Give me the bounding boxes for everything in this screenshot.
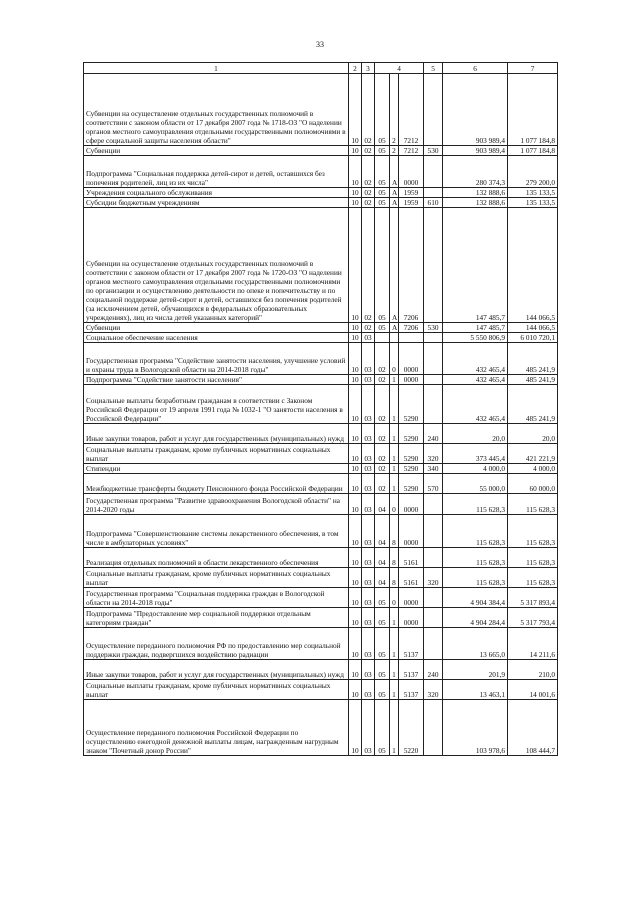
row-program: 05 [375, 198, 390, 208]
row-amount-year-1: 13 665,0 [443, 628, 508, 660]
row-expense-type [424, 515, 443, 548]
row-subprogram: 1 [390, 464, 399, 474]
table-row [84, 660, 558, 680]
row-direction: 5290 [399, 424, 424, 444]
row-amount-year-1: 115 628,3 [443, 568, 508, 588]
row-direction: 5137 [399, 628, 424, 660]
row-section: 10 [349, 700, 362, 756]
row-expense-type [424, 588, 443, 608]
row-amount-year-2: 115 628,3 [508, 568, 558, 588]
row-program: 05 [375, 323, 390, 333]
row-amount-year-2: 144 066,5 [508, 323, 558, 333]
header-cell: 2 [349, 63, 362, 74]
row-direction: 5161 [399, 568, 424, 588]
row-amount-year-1: 201,9 [443, 660, 508, 680]
row-subsection: 03 [362, 568, 375, 588]
row-amount-year-2: 14 001,6 [508, 680, 558, 700]
row-name: Подпрограмма "Содействие занятости населения" [84, 375, 349, 385]
row-subsection: 03 [362, 608, 375, 628]
row-subprogram: 2 [390, 74, 399, 146]
row-amount-year-1: 4 000,0 [443, 464, 508, 474]
row-amount-year-2: 115 628,3 [508, 515, 558, 548]
row-section: 10 [349, 333, 362, 343]
row-amount-year-2: 210,0 [508, 660, 558, 680]
row-subsection: 03 [362, 474, 375, 494]
row-expense-type: 610 [424, 198, 443, 208]
row-section: 10 [349, 464, 362, 474]
row-direction: 5290 [399, 444, 424, 464]
row-subprogram: 0 [390, 343, 399, 375]
row-amount-year-2: 144 066,5 [508, 208, 558, 323]
row-name: Субвенции [84, 146, 349, 156]
row-name: Субвенции на осуществление отдельных государственных полномочий в соответствии с законом области от 17 декабря 2007 года № 1718-ОЗ "О наделении органов местного самоуправления отдельными государственными полномочиями в сфере социальной защиты населения области" [84, 74, 349, 146]
row-amount-year-1: 903 989,4 [443, 146, 508, 156]
row-expense-type [424, 608, 443, 628]
row-direction: 5290 [399, 474, 424, 494]
row-subsection: 03 [362, 343, 375, 375]
row-program: 04 [375, 568, 390, 588]
row-section: 10 [349, 494, 362, 515]
row-program: 05 [375, 146, 390, 156]
row-subsection: 03 [362, 588, 375, 608]
row-amount-year-1: 432 465,4 [443, 343, 508, 375]
table-row [84, 323, 558, 333]
row-amount-year-2: 485 241,9 [508, 385, 558, 424]
row-program: 02 [375, 375, 390, 385]
row-amount-year-2: 485 241,9 [508, 375, 558, 385]
row-name: Осуществление переданного полномочия Российской Федерации по осуществлению ежегодной денежной выплаты лицам, награжденным нагрудным знаком "Почетный донор России" [84, 700, 349, 756]
row-section: 10 [349, 146, 362, 156]
row-subprogram: 1 [390, 680, 399, 700]
table-row [84, 198, 558, 208]
row-expense-type [424, 494, 443, 515]
row-name: Субвенции [84, 323, 349, 333]
row-program: 02 [375, 464, 390, 474]
row-direction: 7206 [399, 323, 424, 333]
table-row [84, 156, 558, 188]
row-section: 10 [349, 424, 362, 444]
row-amount-year-2: 5 317 893,4 [508, 588, 558, 608]
table-body [84, 74, 558, 756]
row-program: 05 [375, 588, 390, 608]
row-amount-year-1: 4 904 284,4 [443, 608, 508, 628]
row-name: Социальные выплаты гражданам, кроме публичных нормативных социальных выплат [84, 680, 349, 700]
row-expense-type [424, 333, 443, 343]
row-direction: 7212 [399, 74, 424, 146]
row-expense-type: 320 [424, 568, 443, 588]
row-section: 10 [349, 548, 362, 568]
row-subsection: 03 [362, 385, 375, 424]
row-program: 05 [375, 628, 390, 660]
row-program: 02 [375, 385, 390, 424]
row-subprogram: 2 [390, 146, 399, 156]
row-direction [399, 333, 424, 343]
row-direction: 0000 [399, 375, 424, 385]
row-amount-year-2: 421 221,9 [508, 444, 558, 464]
row-program: 02 [375, 424, 390, 444]
row-subprogram [390, 333, 399, 343]
row-direction: 0000 [399, 343, 424, 375]
row-amount-year-2: 5 317 793,4 [508, 608, 558, 628]
row-program: 05 [375, 208, 390, 323]
row-amount-year-2: 115 628,3 [508, 494, 558, 515]
table-row [84, 375, 558, 385]
row-amount-year-2: 108 444,7 [508, 700, 558, 756]
row-program: 04 [375, 494, 390, 515]
row-expense-type: 240 [424, 424, 443, 444]
row-expense-type [424, 188, 443, 198]
row-program: 04 [375, 515, 390, 548]
row-direction: 0000 [399, 515, 424, 548]
row-subsection: 02 [362, 156, 375, 188]
row-amount-year-2: 1 077 184,8 [508, 146, 558, 156]
row-amount-year-2: 279 200,0 [508, 156, 558, 188]
row-amount-year-2: 4 000,0 [508, 464, 558, 474]
table-row [84, 588, 558, 608]
row-section: 10 [349, 628, 362, 660]
row-direction: 5137 [399, 680, 424, 700]
page-number: 33 [316, 40, 324, 49]
row-subsection: 02 [362, 74, 375, 146]
row-subprogram: А [390, 208, 399, 323]
table-row [84, 494, 558, 515]
row-direction: 5220 [399, 700, 424, 756]
row-name: Социальные выплаты гражданам, кроме публичных нормативных социальных выплат [84, 444, 349, 464]
row-expense-type [424, 385, 443, 424]
row-program [375, 333, 390, 343]
row-name: Подпрограмма "Социальная поддержка детей-сирот и детей, оставшихся без попечения родителей, лиц из их числа" [84, 156, 349, 188]
row-program: 05 [375, 608, 390, 628]
row-amount-year-2: 135 133,5 [508, 198, 558, 208]
row-subprogram: 0 [390, 588, 399, 608]
row-subsection: 03 [362, 375, 375, 385]
row-program: 05 [375, 156, 390, 188]
row-direction: 0000 [399, 588, 424, 608]
row-program: 02 [375, 343, 390, 375]
table-row [84, 333, 558, 343]
row-subsection: 02 [362, 323, 375, 333]
table-row [84, 444, 558, 464]
row-expense-type [424, 343, 443, 375]
row-section: 10 [349, 208, 362, 323]
row-subsection: 03 [362, 333, 375, 343]
row-name: Иные закупки товаров, работ и услуг для государственных (муниципальных) нужд [84, 424, 349, 444]
table-row [84, 568, 558, 588]
row-amount-year-1: 432 465,4 [443, 385, 508, 424]
row-amount-year-1: 903 989,4 [443, 74, 508, 146]
row-program: 04 [375, 548, 390, 568]
row-direction: 5290 [399, 385, 424, 424]
row-subprogram: 1 [390, 375, 399, 385]
row-amount-year-1: 115 628,3 [443, 515, 508, 548]
row-name: Социальные выплаты гражданам, кроме публичных нормативных социальных выплат [84, 568, 349, 588]
row-subprogram: 1 [390, 700, 399, 756]
row-direction: 0000 [399, 608, 424, 628]
row-amount-year-2: 485 241,9 [508, 343, 558, 375]
row-name: Государственная программа "Социальная поддержка граждан в Вологодской области на 2014-2018 годы" [84, 588, 349, 608]
row-program: 05 [375, 74, 390, 146]
row-subprogram: 8 [390, 568, 399, 588]
row-subprogram: А [390, 188, 399, 198]
row-subprogram: А [390, 156, 399, 188]
table-row [84, 343, 558, 375]
row-amount-year-1: 432 465,4 [443, 375, 508, 385]
row-section: 10 [349, 568, 362, 588]
row-name: Социальные выплаты безработным гражданам в соответствии с Законом Российской Федерации от 19 апреля 1991 года № 1032-1 "О занятости населения в Российской Федерации" [84, 385, 349, 424]
row-direction: 7212 [399, 146, 424, 156]
table-row [84, 608, 558, 628]
row-section: 10 [349, 680, 362, 700]
table-row [84, 680, 558, 700]
row-section: 10 [349, 474, 362, 494]
header-cell: 3 [362, 63, 375, 74]
row-section: 10 [349, 588, 362, 608]
row-section: 10 [349, 343, 362, 375]
row-program: 02 [375, 474, 390, 494]
row-amount-year-2: 135 133,5 [508, 188, 558, 198]
table-row [84, 628, 558, 660]
table-row [84, 548, 558, 568]
row-subprogram: 1 [390, 628, 399, 660]
row-expense-type: 320 [424, 444, 443, 464]
row-expense-type: 530 [424, 323, 443, 333]
row-subsection: 03 [362, 660, 375, 680]
row-section: 10 [349, 385, 362, 424]
table-row [84, 146, 558, 156]
table-row [84, 188, 558, 198]
row-amount-year-1: 132 888,6 [443, 188, 508, 198]
row-name: Стипендии [84, 464, 349, 474]
row-expense-type [424, 628, 443, 660]
row-amount-year-2: 1 077 184,8 [508, 74, 558, 146]
row-name: Подпрограмма "Предоставление мер социальной поддержки отдельным категориям граждан" [84, 608, 349, 628]
row-direction: 5161 [399, 548, 424, 568]
header-cell: 6 [443, 63, 508, 74]
row-section: 10 [349, 188, 362, 198]
row-subprogram: А [390, 323, 399, 333]
row-expense-type: 340 [424, 464, 443, 474]
table-header-row [84, 63, 558, 74]
table-row [84, 515, 558, 548]
row-program: 05 [375, 188, 390, 198]
row-amount-year-1: 4 904 384,4 [443, 588, 508, 608]
row-amount-year-1: 147 485,7 [443, 208, 508, 323]
table-row [84, 474, 558, 494]
row-subprogram: 1 [390, 660, 399, 680]
row-subsection: 03 [362, 515, 375, 548]
row-subprogram: 8 [390, 548, 399, 568]
row-name: Социальное обеспечение населения [84, 333, 349, 343]
row-amount-year-1: 147 485,7 [443, 323, 508, 333]
row-name: Субвенции на осуществление отдельных государственных полномочий в соответствии с законом области от 17 декабря 2007 года № 1720-ОЗ "О наделении органов местного самоуправления отдельными государственными полномочиями по организации и осуществлению деятельности по опеке и попечительству и по социальной поддержке детей-сирот и детей, оставшихся без попечения родителей (за исключением детей, обучающихся в федеральных образовательных учреждениях), лиц из числа детей указанных категорий" [84, 208, 349, 323]
row-amount-year-1: 5 550 806,9 [443, 333, 508, 343]
row-subsection: 03 [362, 424, 375, 444]
row-amount-year-2: 14 211,6 [508, 628, 558, 660]
row-section: 10 [349, 660, 362, 680]
row-subsection: 02 [362, 188, 375, 198]
row-subsection: 03 [362, 444, 375, 464]
header-cell: 7 [508, 63, 558, 74]
row-program: 05 [375, 700, 390, 756]
row-subsection: 03 [362, 464, 375, 474]
row-amount-year-1: 13 463,1 [443, 680, 508, 700]
header-cell: 4 [375, 63, 424, 74]
row-section: 10 [349, 156, 362, 188]
header-cell: 5 [424, 63, 443, 74]
row-amount-year-1: 132 888,6 [443, 198, 508, 208]
table-row [84, 385, 558, 424]
row-amount-year-2: 20,0 [508, 424, 558, 444]
row-subprogram: 1 [390, 608, 399, 628]
row-subsection: 03 [362, 680, 375, 700]
row-subprogram: А [390, 198, 399, 208]
row-expense-type: 240 [424, 660, 443, 680]
row-name: Межбюджетные трансферты бюджету Пенсионного фонда Российской Федерации [84, 474, 349, 494]
row-expense-type: 530 [424, 146, 443, 156]
row-amount-year-1: 55 000,0 [443, 474, 508, 494]
row-subsection: 02 [362, 146, 375, 156]
table-row [84, 700, 558, 756]
row-subprogram: 0 [390, 494, 399, 515]
row-amount-year-2: 115 628,3 [508, 548, 558, 568]
table-row [84, 424, 558, 444]
table-row [84, 464, 558, 474]
row-expense-type: 570 [424, 474, 443, 494]
row-section: 10 [349, 375, 362, 385]
row-amount-year-1: 115 628,3 [443, 494, 508, 515]
row-amount-year-1: 280 374,3 [443, 156, 508, 188]
row-direction: 1959 [399, 188, 424, 198]
row-section: 10 [349, 198, 362, 208]
row-section: 10 [349, 323, 362, 333]
row-expense-type [424, 156, 443, 188]
row-amount-year-1: 115 628,3 [443, 548, 508, 568]
row-direction: 5137 [399, 660, 424, 680]
row-name: Государственная программа "Содействие занятости населения, улучшение условий и охраны труда в Вологодской области на 2014-2018 годы" [84, 343, 349, 375]
row-name: Реализация отдельных полномочий в области лекарственного обеспечения [84, 548, 349, 568]
row-subprogram: 1 [390, 424, 399, 444]
row-expense-type [424, 700, 443, 756]
row-name: Иные закупки товаров, работ и услуг для государственных (муниципальных) нужд [84, 660, 349, 680]
header-cell: 1 [84, 63, 349, 74]
row-amount-year-2: 60 000,0 [508, 474, 558, 494]
row-subprogram: 1 [390, 385, 399, 424]
row-subsection: 02 [362, 198, 375, 208]
row-subsection: 03 [362, 700, 375, 756]
row-subprogram: 8 [390, 515, 399, 548]
row-amount-year-1: 103 978,6 [443, 700, 508, 756]
row-subsection: 02 [362, 208, 375, 323]
row-name: Подпрограмма "Совершенствование системы лекарственного обеспечения, в том числе в амбулаторных условиях" [84, 515, 349, 548]
row-name: Государственная программа "Развитие здравоохранения Вологодской области" на 2014-2020 годы [84, 494, 349, 515]
row-subsection: 03 [362, 494, 375, 515]
row-name: Осуществление переданного полномочия РФ по предоставлению мер социальной поддержки граждан, подвергшихся воздействию радиации [84, 628, 349, 660]
row-expense-type [424, 375, 443, 385]
row-section: 10 [349, 515, 362, 548]
row-name: Учреждения социального обслуживания [84, 188, 349, 198]
row-expense-type [424, 74, 443, 146]
row-subprogram: 1 [390, 444, 399, 464]
table-row [84, 74, 558, 146]
table-row [84, 208, 558, 323]
row-section: 10 [349, 608, 362, 628]
row-amount-year-2: 6 010 720,1 [508, 333, 558, 343]
row-subsection: 03 [362, 548, 375, 568]
row-subprogram: 1 [390, 474, 399, 494]
budget-table [83, 62, 558, 756]
row-direction: 0000 [399, 156, 424, 188]
row-direction: 1959 [399, 198, 424, 208]
row-expense-type: 320 [424, 680, 443, 700]
row-amount-year-1: 20,0 [443, 424, 508, 444]
row-section: 10 [349, 444, 362, 464]
row-expense-type [424, 548, 443, 568]
row-expense-type [424, 208, 443, 323]
row-amount-year-1: 373 445,4 [443, 444, 508, 464]
row-program: 05 [375, 660, 390, 680]
row-subsection: 03 [362, 628, 375, 660]
row-direction: 5290 [399, 464, 424, 474]
row-program: 02 [375, 444, 390, 464]
row-direction: 7206 [399, 208, 424, 323]
row-program: 05 [375, 680, 390, 700]
row-direction: 0000 [399, 494, 424, 515]
row-section: 10 [349, 74, 362, 146]
row-name: Субсидии бюджетным учреждениям [84, 198, 349, 208]
